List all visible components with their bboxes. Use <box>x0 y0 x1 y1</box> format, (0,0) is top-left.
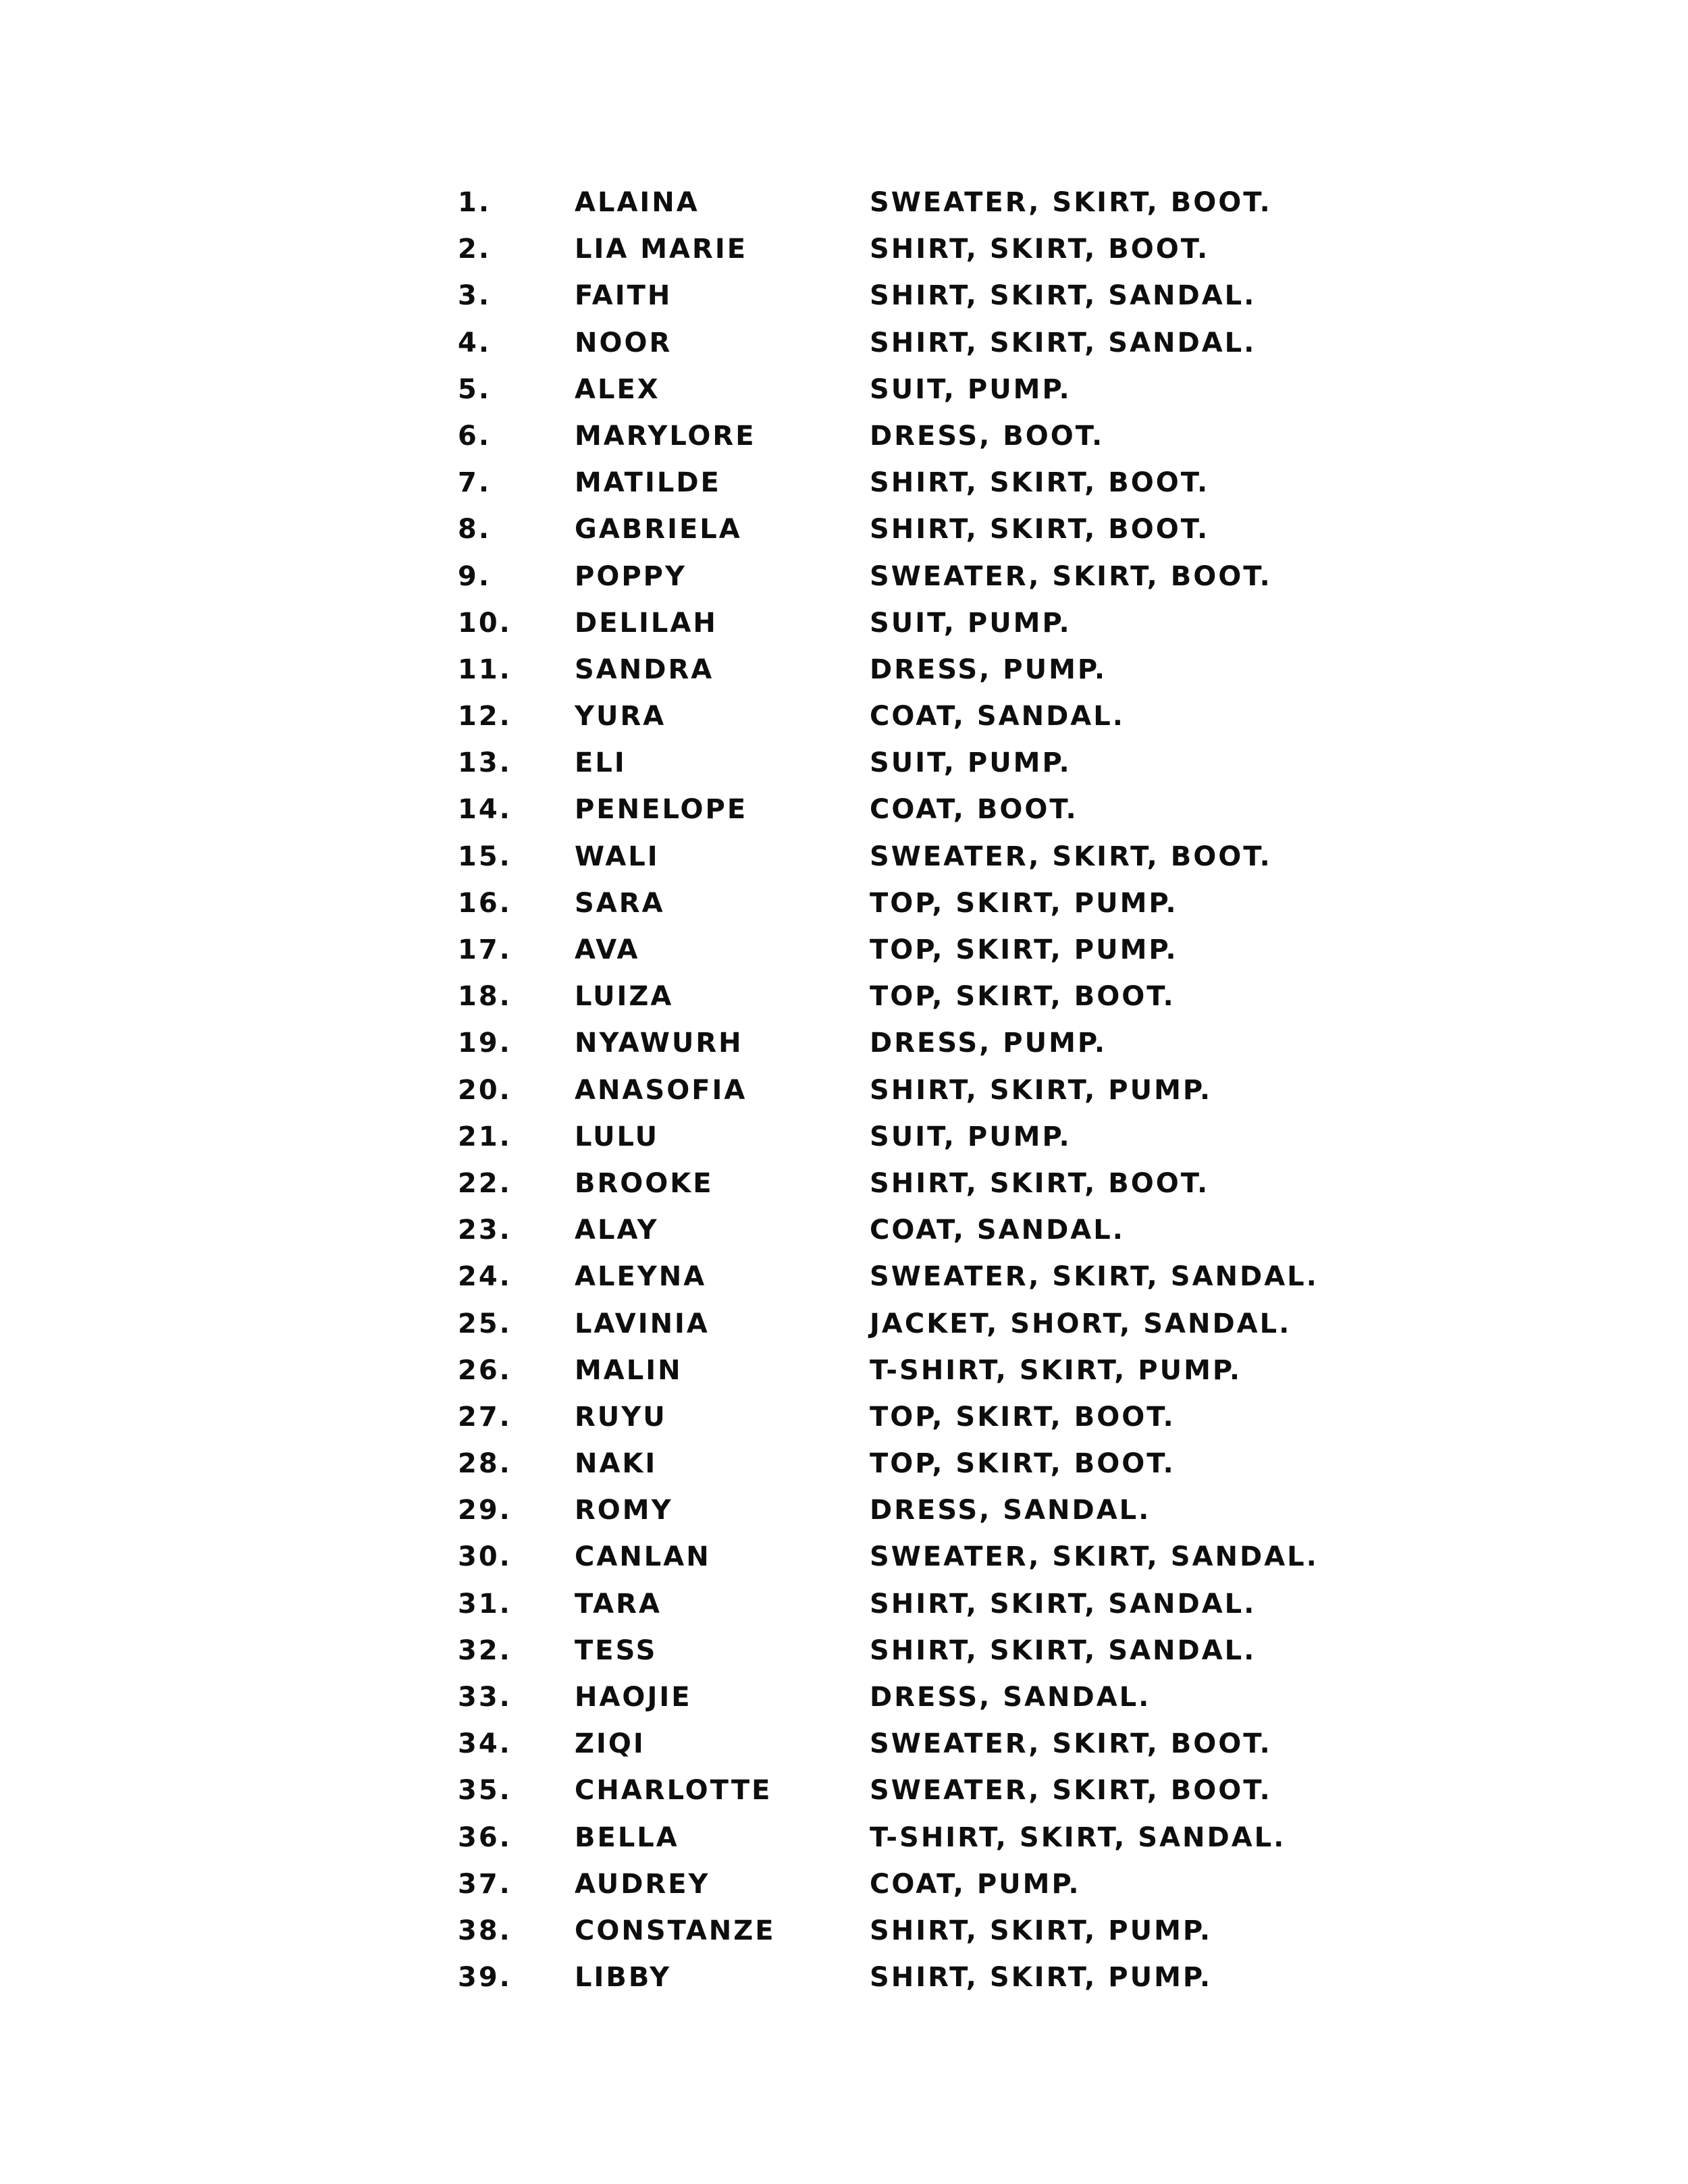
outfit-description: DRESS, PUMP. <box>870 1028 1107 1059</box>
outfit-description: SHIRT, SKIRT, BOOT. <box>870 1167 1210 1199</box>
model-name: ALEX <box>575 373 660 405</box>
outfit-description: JACKET, SHORT, SANDAL. <box>870 1308 1292 1339</box>
outfit-description: SUIT, PUMP. <box>870 1121 1072 1152</box>
outfit-description: COAT, BOOT. <box>870 794 1078 826</box>
outfit-description: TOP, SKIRT, BOOT. <box>870 1401 1176 1433</box>
list-item <box>458 1767 1336 1814</box>
model-name: CHARLOTTE <box>575 1775 772 1807</box>
model-name: GABRIELA <box>575 514 742 545</box>
model-name: ROMY <box>575 1495 673 1526</box>
model-name: LUIZA <box>575 981 674 1013</box>
look-number: 5. <box>458 373 492 405</box>
model-name: SANDRA <box>575 654 714 685</box>
look-number: 31. <box>458 1588 512 1620</box>
list-item <box>458 927 1336 974</box>
model-name: TARA <box>575 1588 662 1620</box>
list-item <box>458 1254 1336 1300</box>
outfit-description: DRESS, SANDAL. <box>870 1495 1151 1526</box>
look-number: 32. <box>458 1634 512 1666</box>
look-number: 28. <box>458 1448 512 1480</box>
model-name: ELI <box>575 747 627 779</box>
outfit-description: SHIRT, SKIRT, PUMP. <box>870 1915 1213 1946</box>
model-name: BROOKE <box>575 1167 714 1199</box>
list-item <box>458 1301 1336 1348</box>
outfit-description: SWEATER, SKIRT, SANDAL. <box>870 1261 1319 1293</box>
look-number: 15. <box>458 841 512 872</box>
model-name: MALIN <box>575 1354 683 1386</box>
look-number: 30. <box>458 1541 512 1573</box>
model-name: TESS <box>575 1634 658 1666</box>
model-name: ALEYNA <box>575 1261 707 1293</box>
look-number: 9. <box>458 560 492 592</box>
look-number: 23. <box>458 1215 512 1246</box>
model-name: FAITH <box>575 280 672 312</box>
model-name: LIBBY <box>575 1962 672 1994</box>
model-name: RUYU <box>575 1401 667 1433</box>
look-number: 3. <box>458 280 492 312</box>
outfit-description: SHIRT, SKIRT, SANDAL. <box>870 1588 1257 1620</box>
model-name: ZIQI <box>575 1728 645 1760</box>
model-name: YURA <box>575 701 666 733</box>
outfit-description: SHIRT, SKIRT, BOOT. <box>870 467 1210 499</box>
list-item <box>458 1908 1336 1954</box>
outfit-description: COAT, PUMP. <box>870 1868 1081 1900</box>
model-name: PENELOPE <box>575 794 748 826</box>
look-number: 13. <box>458 747 512 779</box>
outfit-description: SHIRT, SKIRT, SANDAL. <box>870 280 1257 312</box>
outfit-description: SWEATER, SKIRT, BOOT. <box>870 560 1272 592</box>
outfit-description: SWEATER, SKIRT, BOOT. <box>870 1728 1272 1760</box>
outfit-description: T-SHIRT, SKIRT, SANDAL. <box>870 1821 1286 1853</box>
model-name: HAOJIE <box>575 1682 692 1713</box>
list-item <box>458 647 1336 693</box>
list-item <box>458 1721 1336 1767</box>
outfit-description: TOP, SKIRT, PUMP. <box>870 887 1178 919</box>
list-item <box>458 787 1336 833</box>
list-item <box>458 320 1336 367</box>
outfit-description: DRESS, BOOT. <box>870 420 1105 452</box>
model-name: LIA MARIE <box>575 234 748 265</box>
list-item <box>458 506 1336 553</box>
list-item <box>458 834 1336 880</box>
look-number: 20. <box>458 1074 512 1106</box>
look-number: 27. <box>458 1401 512 1433</box>
look-number: 21. <box>458 1121 512 1152</box>
look-number: 1. <box>458 187 492 218</box>
list-item <box>458 974 1336 1020</box>
look-number: 22. <box>458 1167 512 1199</box>
look-number: 37. <box>458 1868 512 1900</box>
look-number: 38. <box>458 1915 512 1946</box>
model-name: NAKI <box>575 1448 658 1480</box>
look-number: 16. <box>458 887 512 919</box>
list-item <box>458 1114 1336 1161</box>
list-item <box>458 1394 1336 1441</box>
list-item <box>458 180 1336 226</box>
list-item <box>458 554 1336 600</box>
list-item <box>458 226 1336 273</box>
list-item <box>458 1067 1336 1114</box>
model-name: AVA <box>575 934 640 965</box>
look-number: 25. <box>458 1308 512 1339</box>
list-item <box>458 460 1336 506</box>
list-item <box>458 1628 1336 1674</box>
look-number: 33. <box>458 1682 512 1713</box>
outfit-description: SWEATER, SKIRT, SANDAL. <box>870 1541 1319 1573</box>
look-number: 12. <box>458 701 512 733</box>
outfit-description: SHIRT, SKIRT, SANDAL. <box>870 1634 1257 1666</box>
list-item <box>458 273 1336 319</box>
look-number: 7. <box>458 467 492 499</box>
outfit-description: T-SHIRT, SKIRT, PUMP. <box>870 1354 1242 1386</box>
list-item <box>458 600 1336 647</box>
look-number: 35. <box>458 1775 512 1807</box>
outfit-description: SWEATER, SKIRT, BOOT. <box>870 1775 1272 1807</box>
list-item <box>458 367 1336 413</box>
look-number: 6. <box>458 420 492 452</box>
outfit-description: SWEATER, SKIRT, BOOT. <box>870 841 1272 872</box>
model-name: NYAWURH <box>575 1028 743 1059</box>
outfit-description: DRESS, SANDAL. <box>870 1682 1151 1713</box>
outfit-description: COAT, SANDAL. <box>870 1215 1125 1246</box>
list-item <box>458 1534 1336 1580</box>
look-number: 36. <box>458 1821 512 1853</box>
outfit-description: SHIRT, SKIRT, PUMP. <box>870 1962 1213 1994</box>
look-number: 29. <box>458 1495 512 1526</box>
list-item <box>458 693 1336 740</box>
model-name: CANLAN <box>575 1541 711 1573</box>
model-name: ALAY <box>575 1215 659 1246</box>
look-list <box>458 180 1336 2001</box>
outfit-description: SHIRT, SKIRT, SANDAL. <box>870 327 1257 358</box>
outfit-description: SWEATER, SKIRT, BOOT. <box>870 187 1272 218</box>
model-name: POPPY <box>575 560 687 592</box>
look-number: 10. <box>458 607 512 639</box>
model-name: ANASOFIA <box>575 1074 747 1106</box>
model-name: BELLA <box>575 1821 679 1853</box>
model-name: NOOR <box>575 327 672 358</box>
outfit-description: SHIRT, SKIRT, BOOT. <box>870 234 1210 265</box>
look-number: 2. <box>458 234 492 265</box>
look-number: 14. <box>458 794 512 826</box>
outfit-description: COAT, SANDAL. <box>870 701 1125 733</box>
look-number: 11. <box>458 654 512 685</box>
look-number: 18. <box>458 981 512 1013</box>
look-number: 26. <box>458 1354 512 1386</box>
look-number: 24. <box>458 1261 512 1293</box>
model-name: DELILAH <box>575 607 718 639</box>
look-number: 34. <box>458 1728 512 1760</box>
list-item <box>458 1020 1336 1067</box>
outfit-description: SUIT, PUMP. <box>870 607 1072 639</box>
look-number: 19. <box>458 1028 512 1059</box>
list-item <box>458 1815 1336 1861</box>
list-item <box>458 740 1336 787</box>
model-name: CONSTANZE <box>575 1915 776 1946</box>
look-number: 4. <box>458 327 492 358</box>
model-name: LULU <box>575 1121 660 1152</box>
list-item <box>458 880 1336 927</box>
model-name: MATILDE <box>575 467 721 499</box>
outfit-description: TOP, SKIRT, PUMP. <box>870 934 1178 965</box>
list-item <box>458 1581 1336 1628</box>
model-name: LAVINIA <box>575 1308 710 1339</box>
model-name: WALI <box>575 841 660 872</box>
list-item <box>458 1861 1336 1908</box>
model-name: ALAINA <box>575 187 700 218</box>
look-number: 17. <box>458 934 512 965</box>
model-name: AUDREY <box>575 1868 710 1900</box>
outfit-description: SHIRT, SKIRT, BOOT. <box>870 514 1210 545</box>
look-number: 8. <box>458 514 492 545</box>
list-item <box>458 1207 1336 1254</box>
outfit-description: TOP, SKIRT, BOOT. <box>870 1448 1176 1480</box>
outfit-description: SUIT, PUMP. <box>870 747 1072 779</box>
list-item <box>458 1674 1336 1721</box>
outfit-description: DRESS, PUMP. <box>870 654 1107 685</box>
list-item <box>458 413 1336 460</box>
list-item <box>458 1441 1336 1487</box>
look-number: 39. <box>458 1962 512 1994</box>
list-item <box>458 1954 1336 2001</box>
outfit-description: SUIT, PUMP. <box>870 373 1072 405</box>
outfit-description: TOP, SKIRT, BOOT. <box>870 981 1176 1013</box>
model-name: SARA <box>575 887 665 919</box>
model-name: MARYLORE <box>575 420 756 452</box>
list-item <box>458 1161 1336 1207</box>
outfit-description: SHIRT, SKIRT, PUMP. <box>870 1074 1213 1106</box>
list-item <box>458 1348 1336 1394</box>
list-item <box>458 1487 1336 1534</box>
